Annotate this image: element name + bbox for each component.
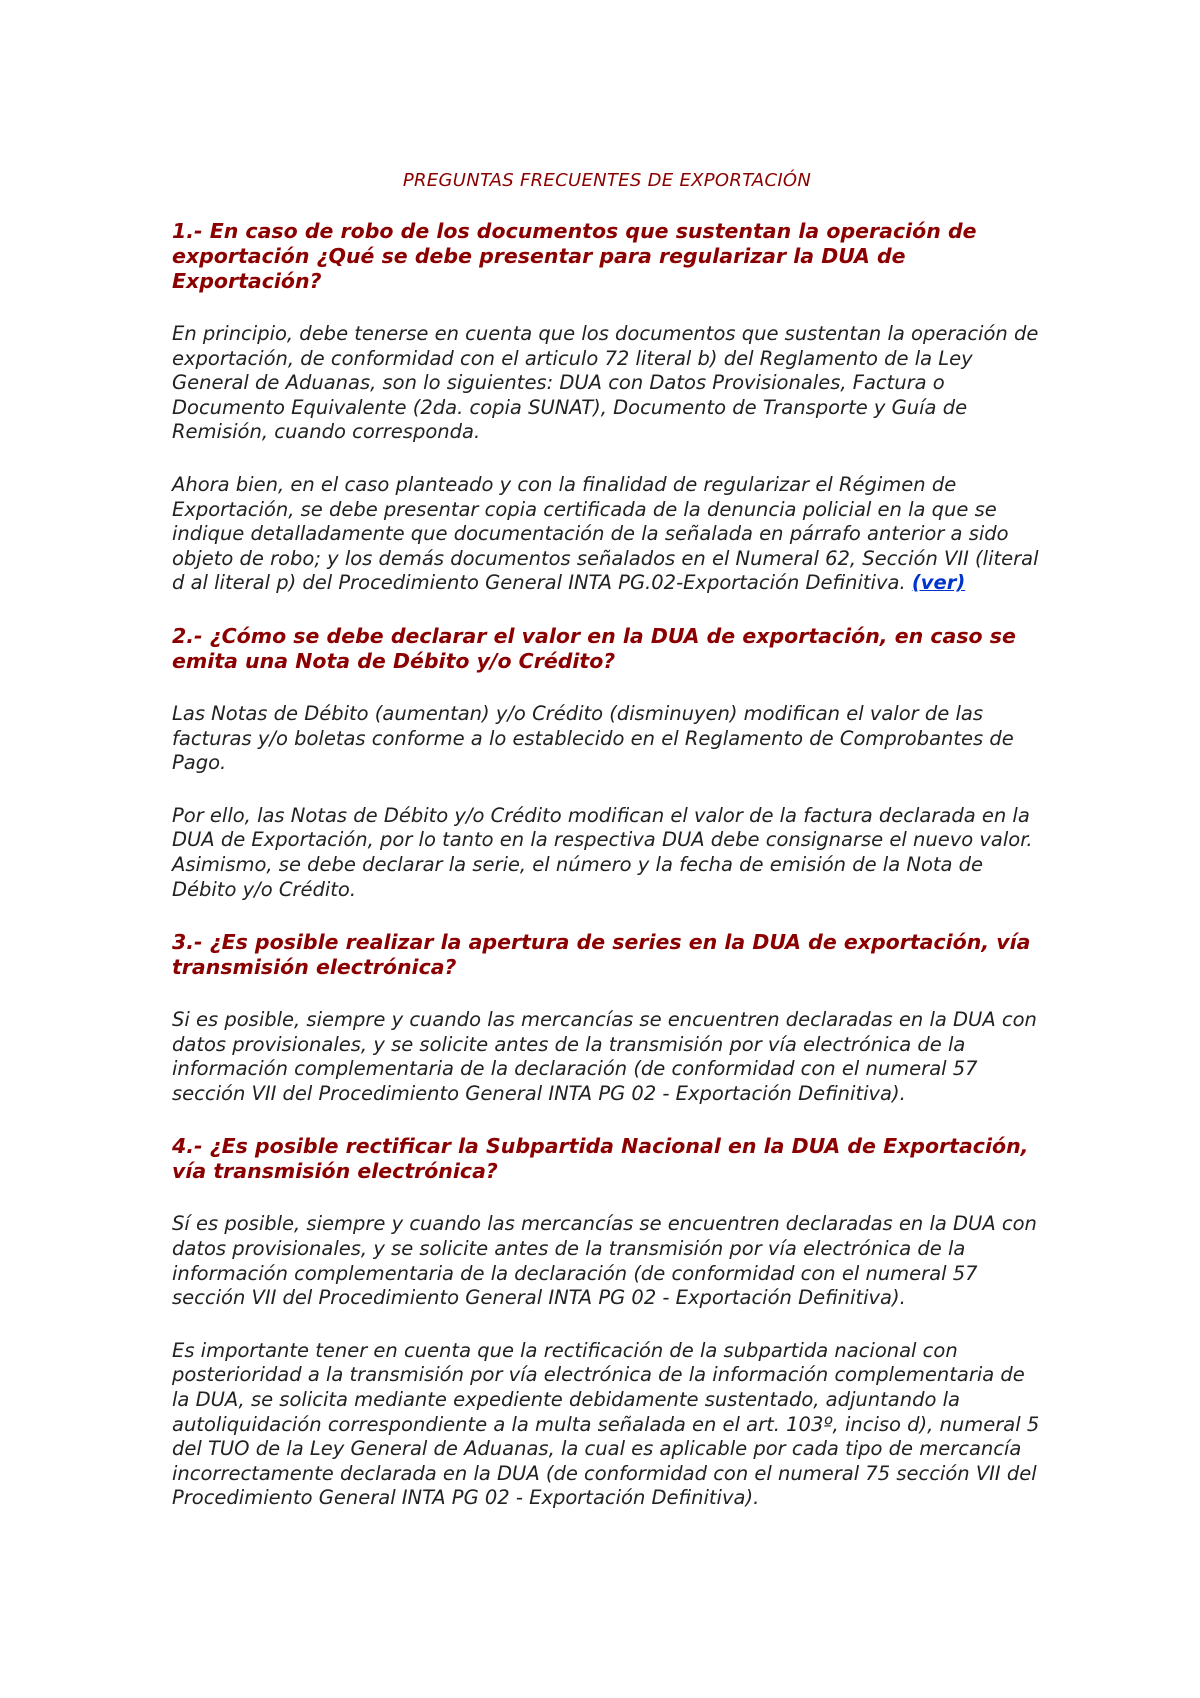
faq-answer-1-paragraph-2 [172, 473, 1042, 596]
faq-question-2: 2.- ¿Cómo se debe declarar el valor en la DUA de exportación, en caso se emita una Nota de Débito y/o Crédito? [172, 623, 1016, 673]
faq-answer-2-paragraph-2: Por ello, las Notas de Débito y/o Crédito modifican el valor de la factura declarada en la DUA de Exportación, por lo tanto en la respectiva DUA debe consignarse el nuevo valor. Asimismo, se debe declarar la serie, el número y la fecha de emisión de la Nota de Débito y/o Crédito. [172, 803, 1033, 901]
faq-answer-4-paragraph-2: Es importante tener en cuenta que la rectificación de la subpartida nacional con posterioridad a la transmisión por vía electrónica de la información complementaria de la DUA, se solicita mediante expediente debidamente sustentado, adjuntando la autoliquidación correspondiente a la multa señalada en el art. 103º, inciso d), numeral 5 del TUO de la Ley General de Aduanas, la cual es aplicable por cada tipo de mercancía incorrectamente declarada en la DUA (de conformidad con el numeral 75 sección VII del Procedimiento General INTA PG 02 - Exportación Definitiva). [172, 1338, 1040, 1510]
faq-question-4: 4.- ¿Es posible rectificar la Subpartida Nacional en la DUA de Exportación, vía transmisión electrónica? [172, 1134, 1029, 1184]
faq-answer-1-paragraph-1: En principio, debe tenerse en cuenta que los documentos que sustentan la operación de exportación, de conformidad con el articulo 72 literal b) del Reglamento de la Ley General de Aduanas, son lo siguientes: DUA con Datos Provisionales, Factura o Documento Equivalente (2da. copia SUNAT), Documento de Transporte y Guía de Remisión, cuando corresponda. [172, 322, 1039, 444]
document-title: PREGUNTAS FRECUENTES DE EXPORTACIÓN [402, 170, 812, 191]
faq-answer-3-paragraph-1: Si es posible, siempre y cuando las mercancías se encuentren declaradas en la DUA con datos provisionales, y se solicite antes de la transmisión por vía electrónica de la información complementaria de la declaración (de conformidad con el numeral 57 sección VII del Procedimiento General INTA PG 02 - Exportación Definitiva). [172, 1008, 1037, 1105]
faq-answer-1-paragraph-2-text: Ahora bien, en el caso planteado y con la finalidad de regularizar el Régimen de Exportación, se debe presentar copia certificada de la denuncia policial en la que se indique detalladamente que documentación de la señalada en párrafo anterior a sido objeto de robo; y los demás documentos señalados en el Numeral 62, Sección VII (literal d al literal p) del Procedimiento General INTA PG.02-Exportación Definitiva. [172, 472, 1039, 595]
faq-answer-2-paragraph-1: Las Notas de Débito (aumentan) y/o Crédito (disminuyen) modifican el valor de las facturas y/o boletas conforme a lo establecido en el Reglamento de Comprobantes de Pago. [172, 701, 1014, 775]
ver-link[interactable]: (ver) [911, 571, 966, 595]
faq-answer-4-paragraph-1: Sí es posible, siempre y cuando las mercancías se encuentren declaradas en la DUA con datos provisionales, y se solicite antes de la transmisión por vía electrónica de la información complementaria de la declaración (de conformidad con el numeral 57 sección VII del Procedimiento General INTA PG 02 - Exportación Definitiva). [172, 1212, 1037, 1310]
faq-question-1: 1.- En caso de robo de los documentos que sustentan la operación de exportación ¿Qué se debe presentar para regularizar la DUA de Exportación? [172, 219, 977, 293]
document-page [172, 170, 1042, 1539]
faq-question-3: 3.- ¿Es posible realizar la apertura de series en la DUA de exportación, vía transmisión electrónica? [172, 930, 1031, 980]
